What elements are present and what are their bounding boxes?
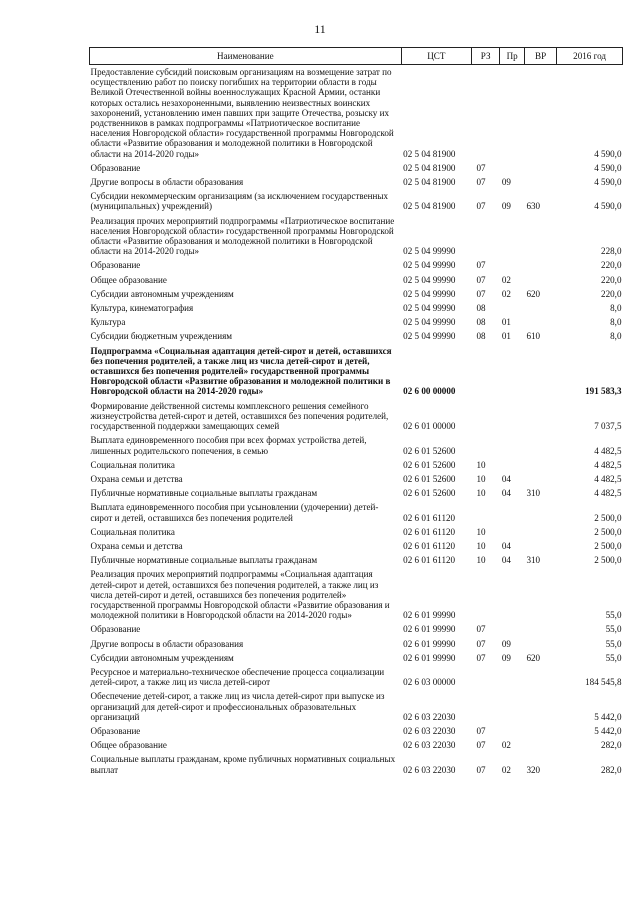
cell-cst: 02 5 04 99990 [403,331,456,342]
table-row [90,161,623,175]
cell-pr [500,500,525,524]
cell-rz: 10 [476,526,486,537]
cell-name: Субсидии автономным учреждениям [90,652,234,663]
cell-value: 228,0 [601,246,622,257]
header-cst: ЦСТ [401,48,471,65]
cell-name: Выплата единовременного пособия при усыновлении (удочерении) детей-сирот и детей, оставшихся без попечения родителей [90,502,379,523]
cell-cst: 02 5 04 99990 [403,303,456,314]
cell-value: 7 037,5 [594,421,622,432]
cell-vr: 620 [526,288,541,299]
cell-name: Социальные выплаты гражданам, кроме публичных нормативных социальных выплат [90,754,396,775]
cell-value: 2 500,0 [594,555,622,566]
cell-vr: 320 [526,764,541,775]
cell-rz [471,567,499,622]
table-row [90,458,623,472]
cell-vr: 630 [526,201,541,212]
cell-value: 282,0 [601,740,622,751]
table-row [90,301,623,315]
cell-rz: 07 [476,764,486,775]
table-row [90,472,623,486]
cell-pr: 04 [501,555,511,566]
cell-value: 8,0 [610,317,622,328]
cell-name: Подпрограмма «Социальная адаптация детей-сирот и детей, оставшихся без попечения родителей, а также лиц из числа детей-сирот и детей, оставшихся без попечения родителей» государственной программы Новгородской области «Развитие образования и молодежной политики в Новгородской области на 2014-2020 годы» [90,345,392,397]
cell-name: Образование [90,725,141,736]
cell-name: Общее образование [90,274,167,285]
cell-vr: 610 [526,331,541,342]
cell-pr: 04 [501,540,511,551]
cell-value: 4 590,0 [594,148,622,159]
cell-pr: 09 [501,201,511,212]
cell-cst: 02 6 01 99990 [403,610,456,621]
cell-pr [500,399,525,434]
table-row [90,189,623,213]
cell-name: Культура [90,317,126,328]
cell-pr: 02 [501,764,511,775]
cell-cst: 02 6 01 99990 [403,652,456,663]
cell-rz: 07 [476,740,486,751]
cell-rz: 07 [476,274,486,285]
cell-cst: 02 6 01 99990 [403,624,456,635]
cell-vr [524,258,556,272]
cell-value: 220,0 [601,260,622,271]
cell-pr [500,161,525,175]
cell-vr: 310 [526,555,541,566]
cell-pr [500,65,525,161]
cell-cst: 02 6 00 00000 [403,386,456,397]
cell-rz: 07 [476,288,486,299]
cell-rz: 07 [476,652,486,663]
cell-pr: 04 [501,473,511,484]
cell-cst: 02 6 01 52600 [403,445,456,456]
cell-cst: 02 6 01 99990 [403,638,456,649]
cell-vr [524,622,556,636]
cell-value: 2 500,0 [594,512,622,523]
cell-rz [471,344,499,399]
cell-value: 4 590,0 [594,177,622,188]
cell-value: 4 482,5 [594,488,622,499]
cell-value: 184 545,8 [585,677,622,688]
cell-cst: 02 5 04 99990 [403,246,456,257]
cell-name: Реализация прочих мероприятий подпрограммы «Патриотическое воспитание населения Новгородской области» государственной программы Новгородской области «Развитие образования и молодежной политики в Новгородской области на 2014-2020 годы» [90,215,395,257]
header-rz: РЗ [471,48,499,65]
cell-value: 5 442,0 [594,711,622,722]
cell-cst: 02 6 03 00000 [403,677,456,688]
table-row [90,622,623,636]
cell-rz [471,65,499,161]
cell-name: Формирование действенной системы комплексного решения семейного жизнеустройства детей-сирот и детей, оставшихся без попечения родителей, государственной поддержки замещающих семей [90,400,389,432]
cell-value: 220,0 [601,274,622,285]
cell-name: Реализация прочих мероприятий подпрограммы «Социальная адаптация детей-сирот и детей, оставшихся без попечения родителей, а также лиц из числа детей-сирот и детей, оставшихся без попечения родителей» государственной программы Новгородской области «Развитие образования и молодежной политики в Новгородской области на 2014-2020 годы» [90,569,390,621]
cell-cst: 02 6 01 61120 [403,526,456,537]
cell-value: 4 482,5 [594,459,622,470]
cell-value: 4 590,0 [594,201,622,212]
table-header-row [90,48,623,65]
cell-pr [500,344,525,399]
cell-name: Публичные нормативные социальные выплаты гражданам [90,488,318,499]
cell-rz [471,399,499,434]
cell-rz: 07 [476,624,486,635]
table-row [90,329,623,343]
cell-cst: 02 6 01 61120 [403,540,456,551]
cell-name: Охрана семьи и детства [90,473,183,484]
cell-value: 2 500,0 [594,526,622,537]
cell-vr [524,665,556,689]
header-name: Наименование [90,48,402,65]
header-pr: Пр [500,48,525,65]
cell-pr: 02 [501,740,511,751]
cell-name: Ресурсное и материально-техническое обеспечение процесса социализации детей-сирот, а также лиц из числа детей-сирот [90,666,385,688]
cell-value: 8,0 [610,303,622,314]
cell-pr: 09 [501,638,511,649]
cell-name: Субсидии автономным учреждениям [90,288,234,299]
cell-rz [471,665,499,689]
cell-pr: 09 [501,177,511,188]
cell-rz: 10 [476,540,486,551]
cell-name: Обеспечение детей-сирот, а также лиц из числа детей-сирот при выпуске из организаций для детей-сирот и профессиональных образовательных организаций [90,691,385,722]
cell-vr [524,539,556,553]
cell-cst: 02 6 01 52600 [403,473,456,484]
cell-pr [500,525,525,539]
cell-rz: 10 [476,555,486,566]
cell-rz [471,689,499,724]
cell-cst: 02 6 01 52600 [403,459,456,470]
cell-value: 55,0 [605,624,622,635]
cell-rz: 10 [476,488,486,499]
cell-name: Охрана семьи и детства [90,540,183,551]
cell-name: Предоставление субсидий поисковым организациям на возмещение затрат по осуществлению работ по поиску погибших на территории области в годы Великой Отечественной войны военнослужащих Красной Армии, останки которых остались незахороненными, выявлению неизвестных воинских захоронений, установлению имен павших при защите Отечества, розыску их родственников в рамках подпрограммы «Патриотическое воспитание населения Новгородской области» государственной программы Новгородской области «Развитие образования и молодежной политики в Новгородской области на 2014-2020 годы» [90,67,394,159]
cell-pr: 02 [501,288,511,299]
cell-vr [524,738,556,752]
cell-name: Образование [90,260,141,271]
cell-vr [524,214,556,259]
table-row [90,724,623,738]
page-number: 11 [314,22,326,36]
cell-value: 2 500,0 [594,540,622,551]
cell-value: 55,0 [605,638,622,649]
cell-name: Образование [90,624,141,635]
table-row [90,315,623,329]
cell-cst: 02 5 04 81900 [403,177,456,188]
table-row [90,486,623,500]
header-vr: ВР [524,48,556,65]
cell-cst: 02 5 04 99990 [403,274,456,285]
cell-rz: 07 [476,201,486,212]
table-row [90,344,623,399]
cell-vr [524,175,556,189]
cell-pr [500,301,525,315]
cell-cst: 02 5 04 81900 [403,201,456,212]
cell-rz: 08 [476,331,486,342]
table-row [90,175,623,189]
table-row [90,214,623,259]
cell-value: 5 442,0 [594,725,622,736]
cell-name: Другие вопросы в области образования [90,177,244,188]
table-row [90,273,623,287]
cell-rz [471,214,499,259]
cell-pr: 01 [501,331,511,342]
cell-pr [500,689,525,724]
cell-name: Субсидии бюджетным учреждениям [90,331,233,342]
cell-vr: 620 [526,652,541,663]
cell-pr: 09 [501,652,511,663]
cell-cst: 02 5 04 81900 [403,162,456,173]
cell-cst: 02 6 01 61120 [403,512,456,523]
cell-vr [524,433,556,457]
cell-rz: 07 [476,638,486,649]
table-row [90,399,623,434]
table-row [90,65,623,161]
cell-cst: 02 5 04 99990 [403,317,456,328]
cell-value: 191 583,3 [585,386,622,397]
cell-rz: 10 [476,473,486,484]
cell-vr [524,525,556,539]
cell-cst: 02 6 03 22030 [403,711,456,722]
cell-cst: 02 5 04 99990 [403,288,456,299]
table-row [90,665,623,689]
cell-vr [524,689,556,724]
cell-vr [524,724,556,738]
cell-rz [471,500,499,524]
cell-cst: 02 6 03 22030 [403,740,456,751]
cell-pr [500,724,525,738]
cell-pr [500,458,525,472]
cell-vr [524,472,556,486]
cell-rz: 07 [476,162,486,173]
table-body [90,65,623,777]
cell-name: Социальная политика [90,459,175,470]
cell-cst: 02 5 04 81900 [403,148,456,159]
cell-pr: 02 [501,274,511,285]
cell-vr [524,458,556,472]
cell-value: 8,0 [610,331,622,342]
cell-vr: 310 [526,488,541,499]
budget-table [89,47,623,777]
cell-value: 282,0 [601,764,622,775]
table-row [90,539,623,553]
cell-name: Культура, кинематография [90,303,194,314]
cell-vr [524,637,556,651]
cell-pr [500,567,525,622]
cell-pr [500,258,525,272]
table-row [90,637,623,651]
table-row [90,287,623,301]
cell-vr [524,315,556,329]
cell-name: Выплата единовременного пособия при всех формах устройства детей, лишенных родительского попечения, в семью [90,435,367,456]
cell-rz: 10 [476,459,486,470]
cell-name: Субсидии некоммерческим организациям (за исключением государственных (муниципальных) учреждений) [90,191,389,212]
cell-name: Общее образование [90,740,167,751]
cell-vr [524,301,556,315]
cell-pr: 01 [501,317,511,328]
table-row [90,553,623,567]
cell-vr [524,344,556,399]
cell-value: 220,0 [601,288,622,299]
cell-pr [500,214,525,259]
cell-rz: 07 [476,725,486,736]
cell-pr [500,433,525,457]
table-row [90,689,623,724]
cell-name: Образование [90,162,141,173]
cell-name: Публичные нормативные социальные выплаты гражданам [90,555,318,566]
cell-cst: 02 6 01 52600 [403,488,456,499]
cell-cst: 02 6 03 22030 [403,764,456,775]
header-year: 2016 год [557,48,623,65]
cell-value: 55,0 [605,652,622,663]
cell-vr [524,65,556,161]
cell-rz: 08 [476,317,486,328]
cell-cst: 02 6 03 22030 [403,725,456,736]
table-row [90,752,623,776]
cell-cst: 02 5 04 99990 [403,260,456,271]
table-row [90,567,623,622]
cell-rz: 07 [476,260,486,271]
table-row [90,651,623,665]
cell-vr [524,500,556,524]
cell-value: 4 482,5 [594,473,622,484]
cell-value: 55,0 [605,610,622,621]
table-row [90,738,623,752]
cell-vr [524,273,556,287]
cell-pr [500,665,525,689]
cell-rz [471,433,499,457]
cell-rz: 07 [476,177,486,188]
cell-rz: 08 [476,303,486,314]
table-row [90,500,623,524]
cell-cst: 02 6 01 00000 [403,421,456,432]
cell-value: 4 590,0 [594,162,622,173]
table-row [90,525,623,539]
table-row [90,433,623,457]
cell-pr: 04 [501,488,511,499]
cell-vr [524,567,556,622]
cell-name: Другие вопросы в области образования [90,638,244,649]
cell-cst: 02 6 01 61120 [403,555,456,566]
table-row [90,258,623,272]
cell-value: 4 482,5 [594,445,622,456]
cell-vr [524,161,556,175]
cell-pr [500,622,525,636]
cell-name: Социальная политика [90,526,175,537]
cell-vr [524,399,556,434]
